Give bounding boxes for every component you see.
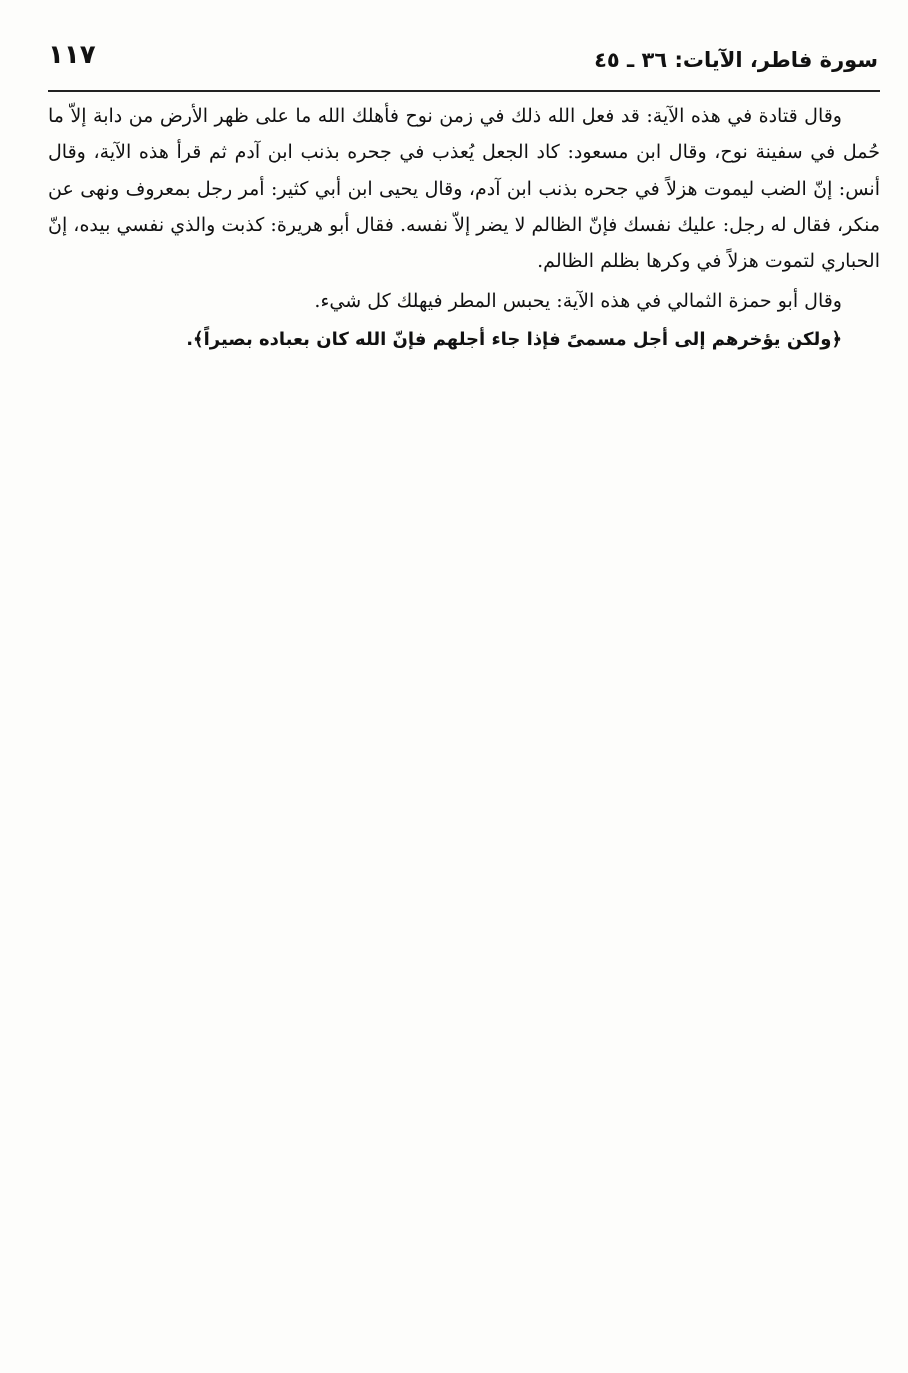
paragraph-qatada: وقال قتادة في هذه الآية: قد فعل الله ذلك في زمن نوح فأهلك الله ما على ظهر الأرض من دابة إلاّ ما حُمل في سفينة نوح، وقال ابن مسعود: كاد الجعل يُعذب في جحره بذنب ابن آدم ثم قرأ هذه الآية، وقال أنس: إنّ الضب ليموت هزلاً في جحره بذنب ابن آدم، وقال يحيى ابن أبي كثير: أمر رجل بمعروف ونهى عن منكر، فقال له رجل: عليك نفسك فإنّ الظالم لا يضر إلاّ نفسه. فقال أبو هريرة: كذبت والذي نفسي بيده، إنّ الحباري لتموت هزلاً في وكرها بظلم الظالم. <box>48 105 880 273</box>
quran-verse: ﴿ولكن يؤخرهم إلى أجل مسمىً فإذا جاء أجلهم فإنّ الله كان بعباده بصيراً﴾. <box>186 328 842 350</box>
header-rule <box>48 90 880 92</box>
paragraph-abu-hamza: وقال أبو حمزة الثمالي في هذه الآية: يحبس المطر فيهلك كل شيء. <box>314 290 842 313</box>
body-text <box>48 98 880 358</box>
running-title: سورة فاطر، الآيات: ٣٦ ـ ٤٥ <box>594 48 878 72</box>
page-header <box>48 38 878 88</box>
page-number: ١١٧ <box>48 40 96 70</box>
